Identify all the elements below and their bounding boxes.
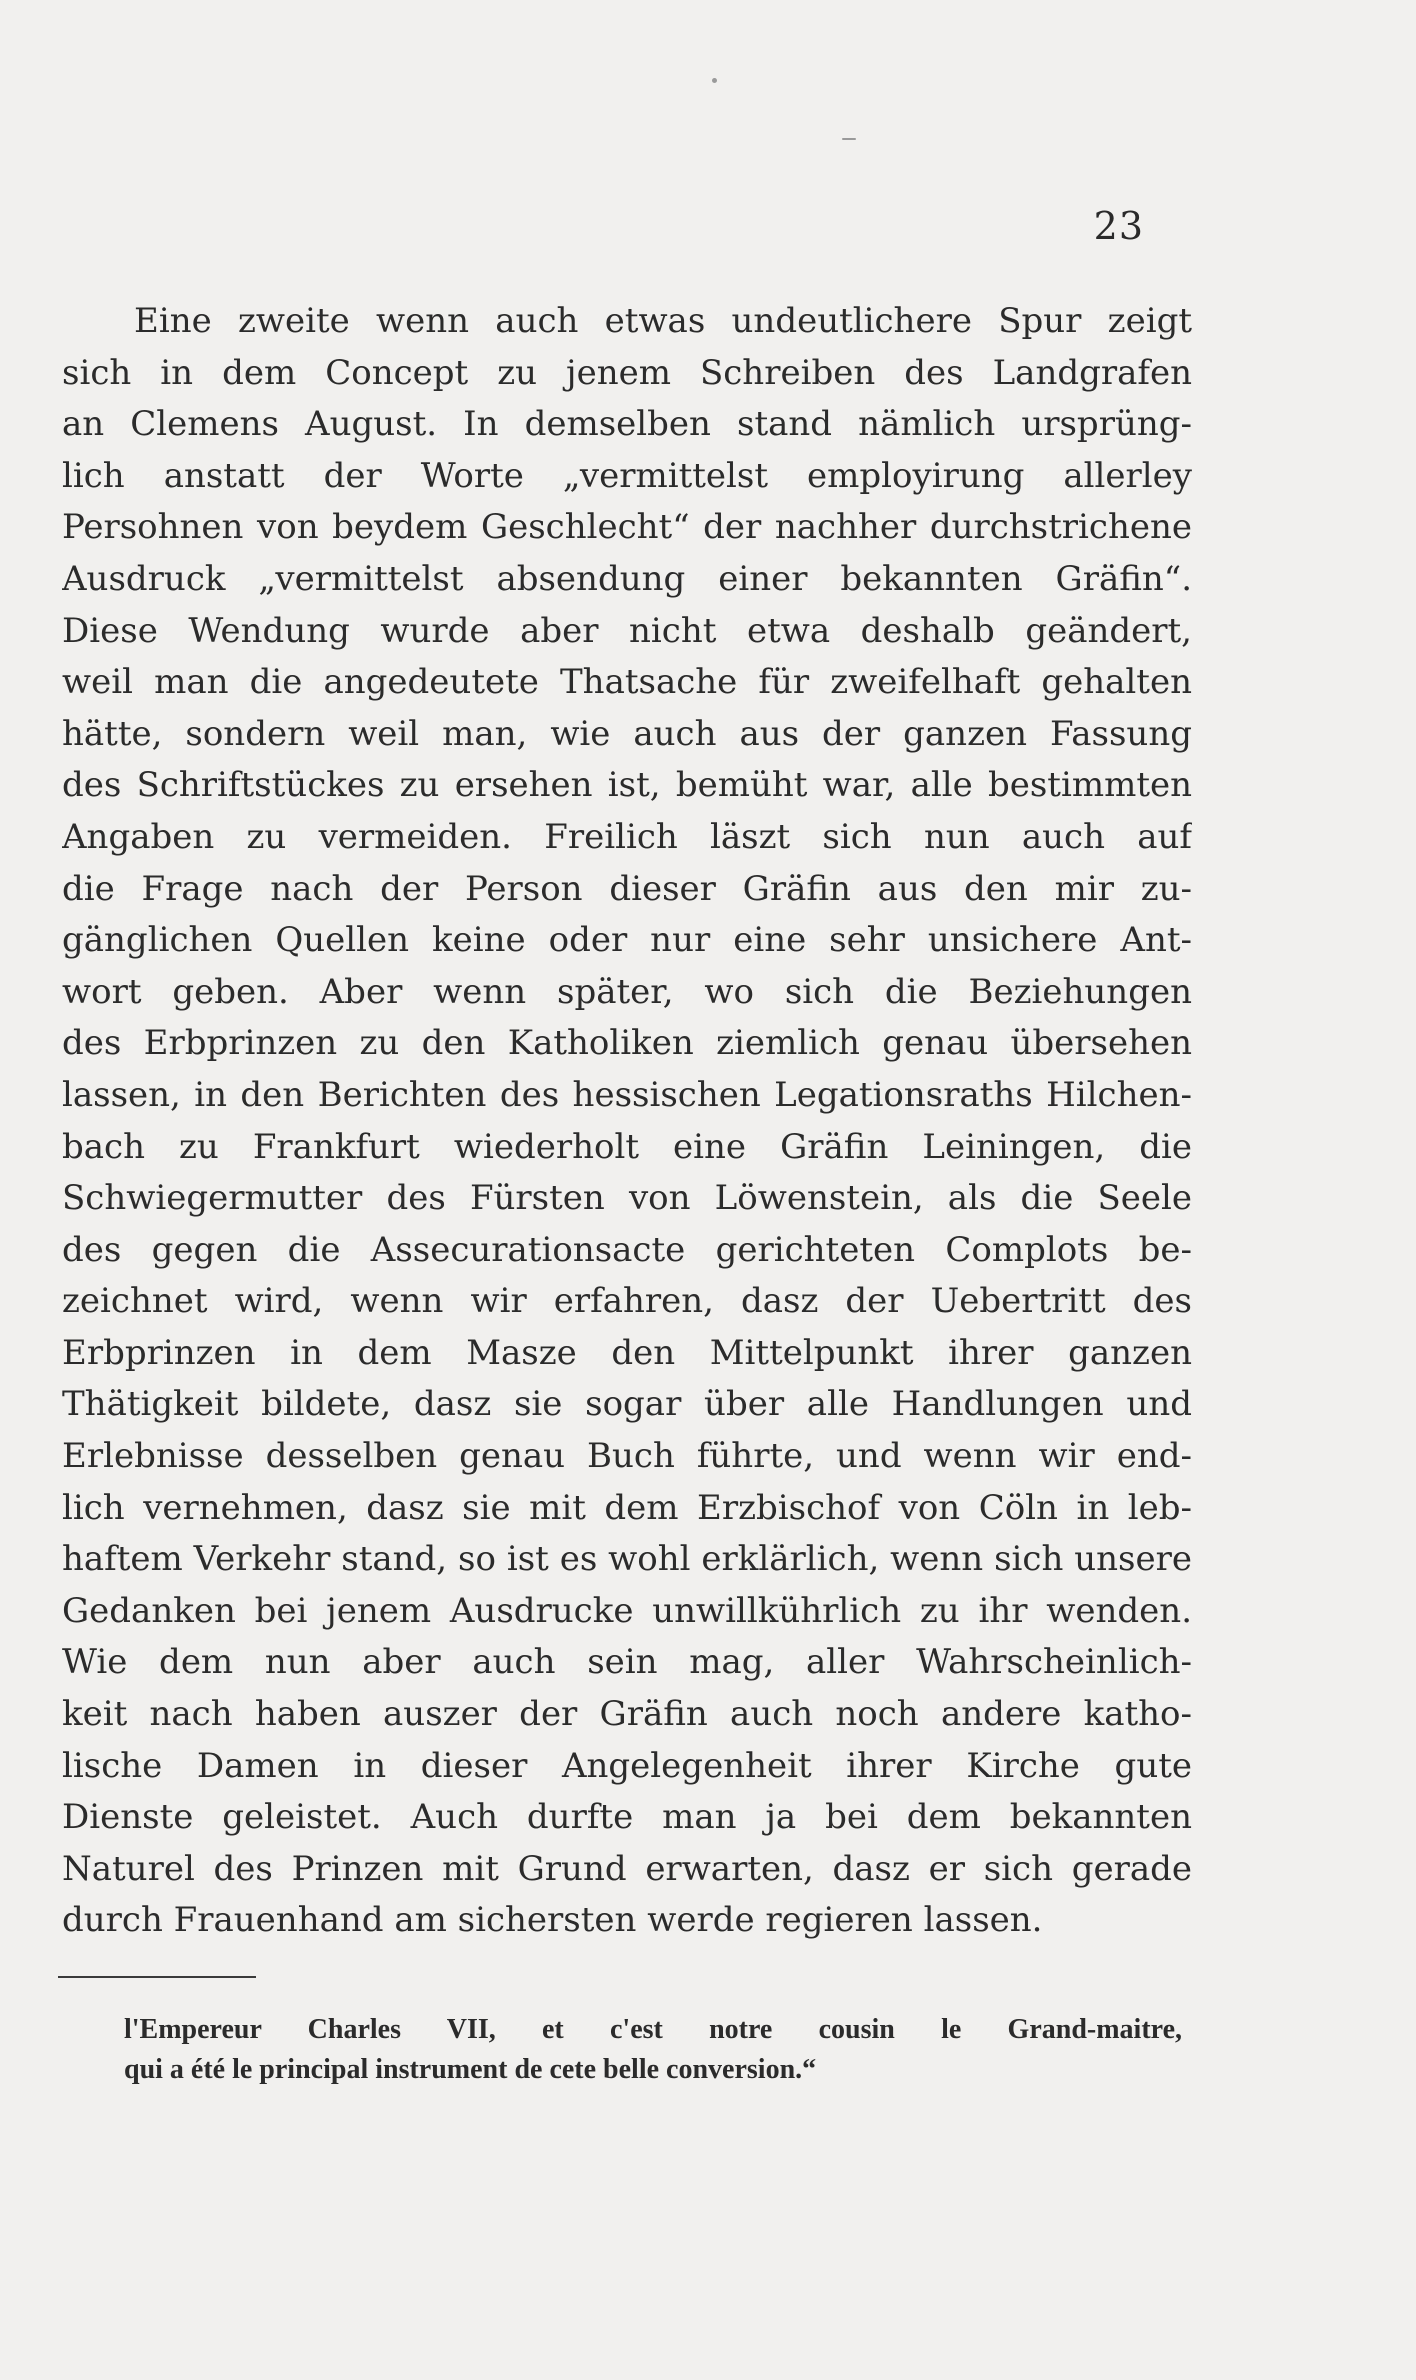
text-line: Ausdruck „vermittelst absendung einer bekannten Gräfin“.: [62, 558, 1192, 599]
text-line: des Schriftstückes zu ersehen ist, bemüht war, alle bestimmten: [62, 765, 1192, 806]
text-line: lich anstatt der Worte „vermittelst employirung allerley: [62, 455, 1192, 496]
text-line: Gedanken bei jenem Ausdrucke unwillkührlich zu ihr wenden.: [62, 1590, 1192, 1631]
page-number: 23: [1093, 204, 1144, 248]
text-line: an Clemens August. In demselben stand nämlich ursprüng-: [62, 404, 1192, 445]
text-line: bach zu Frankfurt wiederholt eine Gräfin Leiningen, die: [62, 1126, 1192, 1167]
text-line: Dienste geleistet. Auch durfte man ja bei dem bekannten: [62, 1797, 1192, 1838]
text-line: Thätigkeit bildete, dasz sie sogar über alle Handlungen und: [62, 1384, 1192, 1425]
footnote-line: qui a été le principal instrument de cete belle conversion.“: [124, 2054, 817, 2085]
text-line: Angaben zu vermeiden. Freilich läszt sich nun auch auf: [62, 816, 1192, 857]
text-line: durch Frauenhand am sichersten werde regieren lassen.: [62, 1900, 1043, 1941]
text-line: Erbprinzen in dem Masze den Mittelpunkt ihrer ganzen: [62, 1332, 1192, 1373]
paper-speck: [842, 138, 856, 140]
text-line: Wie dem nun aber auch sein mag, aller Wahrscheinlich-: [62, 1642, 1192, 1683]
text-line: Erlebnisse desselben genau Buch führte, und wenn wir end-: [62, 1436, 1192, 1477]
text-line: wort geben. Aber wenn später, wo sich die Beziehungen: [62, 971, 1192, 1012]
text-line: Diese Wendung wurde aber nicht etwa deshalb geändert,: [62, 610, 1192, 651]
text-line: die Frage nach der Person dieser Gräfin aus den mir zu-: [62, 868, 1192, 909]
text-line: haftem Verkehr stand, so ist es wohl erklärlich, wenn sich unsere: [62, 1539, 1192, 1580]
footnote-divider: [58, 1976, 256, 1978]
text-line: zeichnet wird, wenn wir erfahren, dasz der Uebertritt des: [62, 1281, 1192, 1322]
text-line: lassen, in den Berichten des hessischen Legationsraths Hilchen-: [62, 1074, 1192, 1115]
text-line: des gegen die Assecurationsacte gerichteten Complots be-: [62, 1229, 1192, 1270]
text-line: weil man die angedeutete Thatsache für zweifelhaft gehalten: [62, 662, 1192, 703]
text-line: hätte, sondern weil man, wie auch aus der ganzen Fassung: [62, 713, 1192, 754]
text-line: Naturel des Prinzen mit Grund erwarten, dasz er sich gerade: [62, 1848, 1192, 1889]
text-line: des Erbprinzen zu den Katholiken ziemlich genau übersehen: [62, 1023, 1192, 1064]
text-line: Eine zweite wenn auch etwas undeutlichere Spur zeigt: [134, 301, 1192, 341]
footnote: [124, 2010, 1182, 2090]
text-line: sich in dem Concept zu jenem Schreiben des Landgrafen: [62, 352, 1192, 393]
text-line: keit nach haben auszer der Gräfin auch noch andere katho-: [62, 1694, 1192, 1735]
text-line: gänglichen Quellen keine oder nur eine sehr unsichere Ant-: [62, 920, 1192, 961]
text-line: lische Damen in dieser Angelegenheit ihrer Kirche gute: [62, 1745, 1192, 1786]
paper-speck: [712, 78, 717, 83]
footnote-line: l'Empereur Charles VII, et c'est notre cousin le Grand-maitre,: [124, 2014, 1182, 2045]
text-line: Schwiegermutter des Fürsten von Löwenstein, als die Seele: [62, 1178, 1192, 1219]
text-line: Persohnen von beydem Geschlecht“ der nachher durchstrichene: [62, 507, 1192, 548]
body-text: [62, 296, 1192, 1947]
text-line: lich vernehmen, dasz sie mit dem Erzbischof von Cöln in leb-: [62, 1487, 1192, 1528]
